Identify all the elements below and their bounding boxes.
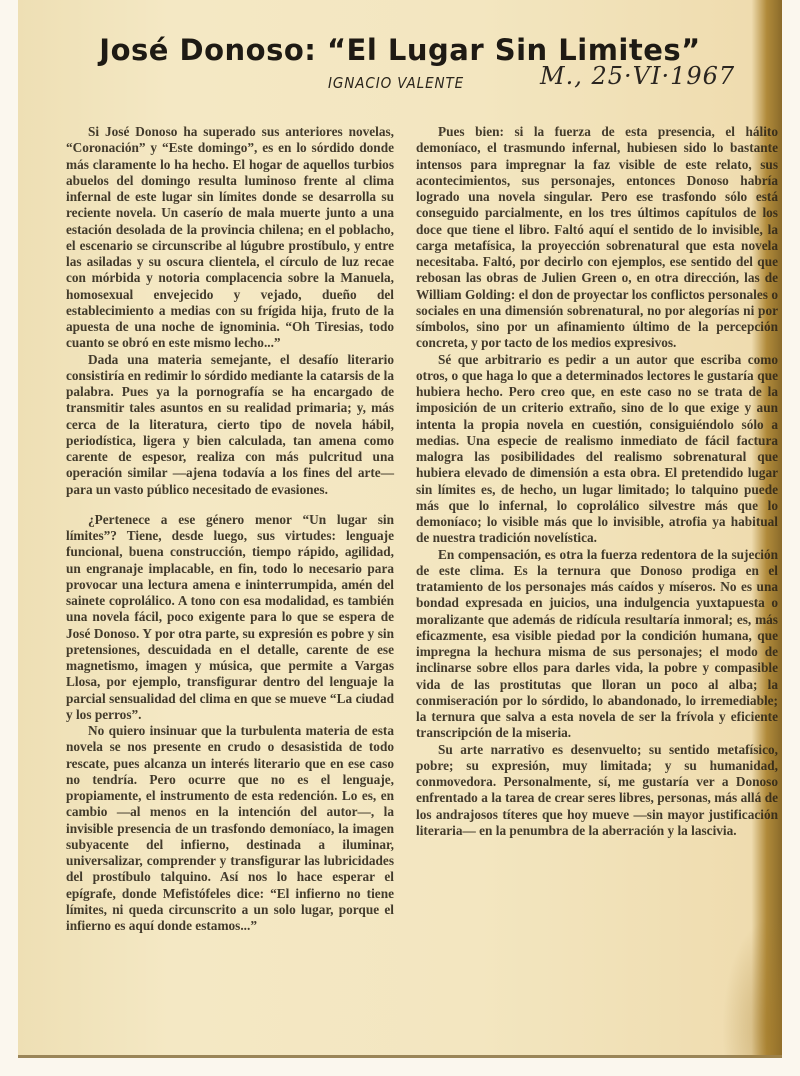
paragraph: Dada una materia semejante, el desafío literario consistiría en redimir lo sórdido mediante la catarsis de la palabra. Pues ya la pornografía se ha encargado de transmitir tales asuntos en su realidad primaria; y, más cerca de la literatura, cierto tipo de novela hábil, periodística, ligera y bien calculada, tan amena como carente de espesor, realiza con más pulcritud una operación similar —ajena todavía a los fines del arte— para un vasto público necesitado de evasiones.: [66, 351, 394, 497]
left-column: [66, 124, 394, 934]
paragraph: En compensación, es otra la fuerza redentora de la sujeción de este clima. Es la ternura que Donoso prodiga en el tratamiento de los personajes más caídos y míseros. No es una bondad expresada en juicios, una indulgencia yuxtapuesta o moralizante que además de ridícula resultaría inmoral; es, más eficazmente, esa visible piedad por la condición humana, que impregna la hechura misma de sus personajes; el modo de inclinarse sobre ellos para darles vida, la pobre y compasible vida de las prostitutas que lloran un poco al alba; la conmiseración por lo sórdido, lo abandonado, lo irremediable; la ternura que salva a esta novela de ser la frívola y eficiente transcripción de la miseria.: [416, 546, 778, 741]
paragraph: ¿Pertenece a ese género menor “Un lugar sin límites”? Tiene, desde luego, sus virtudes: lenguaje funcional, buena construcción, tiempo rápido, agilidad, un engranaje implacable, en fin, todo lo necesario para provocar una lectura amena e ininterrumpida, amén del sainete coprolálico. A tono con esa modalidad, es también una novela fácil, poco exigente para lo que se espera de José Donoso. Y por otra parte, su expresión es pobre y sin pretensiones, descuidada en el detalle, carente de ese magnetismo, imagen y música, que permite a Vargas Llosa, por ejemplo, transfigurar dentro del lenguaje la parcial sensualidad del clima en que se mueve “La ciudad y los perros”.: [66, 511, 394, 722]
paragraph: No quiero insinuar que la turbulenta materia de esta novela se nos presente en crudo o desasistida de todo rescate, pues alcanza un interés literario que en ese caso no tendría. Pero ocurre que no es el lenguaje, propiamente, el instrumento de esta redención. Lo es, en cambio —al menos en la intención del autor—, la invisible presencia de un trasfondo demoníaco, la imagen subyacente del infierno, destinada a iluminar, universalizar, comprender y transfigurar las lubricidades del prostíbulo talquino. Así nos lo hace esperar el epígrafe, donde Mefistófeles dice: “El infierno no tiene límites, ni queda circunscrito a un solo lugar, porque el infierno es aquí donde estamos...”: [66, 723, 394, 933]
paragraph: Pues bien: si la fuerza de esta presencia, el hálito demoníaco, el trasmundo infernal, hubiesen sido lo bastante intensos para impregnar la faz visible de este relato, sus acontecimientos, sus personajes, entonces Donoso habría logrado una novela singular. Pero ese trasfondo sólo está conseguido parcialmente, en los tres últimos capítulos de los doce que tiene el libro. Faltó aquí el sentido de lo invisible, la carga metafísica, la proyección sobrenatural que esta novela necesitaba. Faltó, por decirlo con ejemplos, ese sentido del que rebosan las obras de Julien Green o, en otra dirección, las de William Golding: el don de proyectar los conflictos personales o sociales en una dimensión sobrenatural, no por alegorías ni por símbolos, sino por un afinamiento último de la percepción concreta, y por tacto de los medios expresivos.: [416, 124, 778, 351]
paper-stain: [722, 918, 782, 1058]
paragraph: Sé que arbitrario es pedir a un autor que escriba como otros, o que haga lo que a determinados lectores le gustaría que hubiera hecho. Pero creo que, en este caso no se trata de la imposición de un criterio extraño, sino de lo que exige y aun intenta la propia novela en cuestión, consiguiéndolo sólo a medias. Una especie de realismo inmediato de fácil factura malogra las posibilidades del realismo sobrenatural que hubiera elevado de dimensión a esta obra. El pretendido lugar sin límites es, de hecho, un lugar limitado; lo talquino puede más que lo infernal, lo coprolálico silvestre más que lo demoníaco; lo visible más que lo invisible, atrofia ya habitual de nuestra tradición novelística.: [416, 351, 778, 546]
article-title: José Donoso: “El Lugar Sin Limites”: [99, 33, 701, 68]
paragraph: Su arte narrativo es desenvuelto; su sentido metafísico, pobre; su expresión, muy limitada; y su humanidad, conmovedora. Personalmente, sí, me gustaría ver a Donoso enfrentado a la tarea de crear seres libres, personas, más allá de los andrajosos títeres que hoy mueve —sin mayor justificación literaria— en la penumbra de la aberración y la lascivia.: [416, 741, 778, 838]
right-column: [416, 124, 778, 839]
author-byline: IGNACIO VALENTE: [328, 74, 465, 92]
handwritten-date: M., 25·VI·1967: [540, 62, 736, 90]
paragraph: Si José Donoso ha superado sus anteriores novelas, “Coronación” y “Este domingo”, es en lo sórdido donde más claramente lo ha hecho. El hogar de aquellos turbios abuelos del domingo resulta luminoso frente al clima infernal de este lugar sin límites donde se desarrolla su reciente novela. Un caserío de mala muerte junto a una estación desolada de la provincia chilena; en el poblacho, el escenario se circunscribe al lúgubre prostíbulo, y entre las asiladas y su oscura clientela, el círculo de luz recae con mórbida y notoria complacencia sobre la Manuela, homosexual envejecido y vejado, dueño del establecimiento a medias con su frígida hija, fruto de la apuesta de una noche de ignominia. “Oh Tiresias, todo cuanto se obró en este mismo lecho...”: [66, 124, 394, 351]
